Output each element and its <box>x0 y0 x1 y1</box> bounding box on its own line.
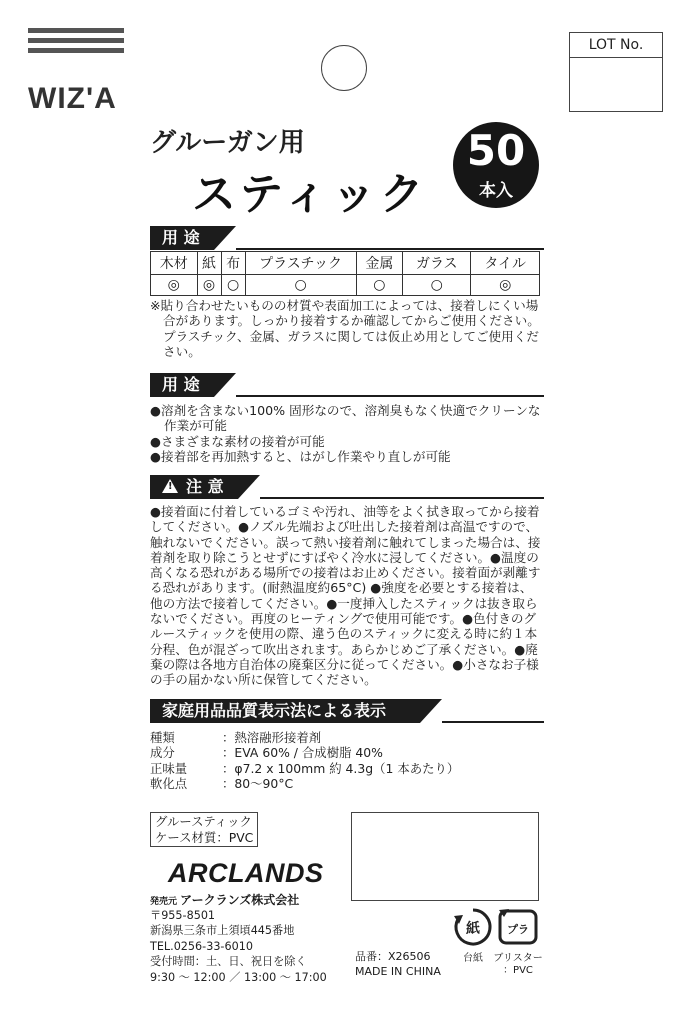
material-header: 布 <box>221 252 245 275</box>
list-item: ●接着部を再加熱すると、はがし作業やり直しが可能 <box>150 448 451 464</box>
section-heading-quality <box>150 699 420 723</box>
case-material-box <box>150 812 258 847</box>
address: 新潟県三条市上須頃445番地 <box>150 924 295 938</box>
hours-label: 受付時間：土、日、祝日を除く <box>150 955 307 969</box>
section-rule <box>442 721 544 723</box>
plastic-label: ブリスター <box>493 953 543 964</box>
list-item: ●溶剤を含まない100% 固形なので、溶剤臭もなく快適でクリーンな作業が可能 <box>150 403 541 434</box>
lot-label: LOT No. <box>570 33 662 58</box>
paper-recycle-label: 台紙 <box>463 953 483 964</box>
section-heading-use <box>150 373 214 397</box>
plastic-recycle-icon <box>497 906 539 948</box>
product-code: 品番：X26506 <box>355 950 431 963</box>
seller-label: 発売元 <box>150 897 178 907</box>
section-rule <box>260 497 544 499</box>
material-header: プラスチック <box>245 252 356 275</box>
spec-value: ：80～90°C <box>222 775 294 791</box>
case-material-line: ケース材質：PVC <box>155 829 254 845</box>
material-mark: ◎ <box>471 275 540 296</box>
section-rule <box>236 248 544 250</box>
material-header: 木材 <box>151 252 198 275</box>
country-of-origin: MADE IN CHINA <box>355 964 441 978</box>
plastic-sub-label: ：PVC <box>503 965 533 976</box>
material-header: 紙 <box>197 252 221 275</box>
spec-key: 種類 <box>150 730 175 745</box>
spec-key: 軟化点 <box>150 775 188 791</box>
product-title-line2: スティック <box>192 169 428 220</box>
section-heading-text: 注 意 <box>186 477 224 496</box>
hours: 9:30 ～ 12:00 ／ 13:00 ～ 17:00 <box>150 970 327 984</box>
spec-row <box>150 745 459 760</box>
product-info <box>355 950 441 979</box>
company-address <box>150 908 327 985</box>
caution-text <box>150 504 544 688</box>
spec-row <box>150 776 459 791</box>
spec-row <box>150 761 459 776</box>
section-heading-text: 用 途 <box>162 375 200 394</box>
quality-spec <box>150 730 459 791</box>
paper-recycle-icon <box>452 906 494 948</box>
brand-logo-bars <box>28 28 124 58</box>
section-rule <box>236 395 544 397</box>
spec-value: ：熱溶融形接着剤 <box>222 730 322 745</box>
use-note-text: ※貼り合わせたいものの材質や表面加工によっては、接着しにくい場合があります。しっかり接着するか確認してからご使用ください。プラスチック、金属、ガラスに関しては仮止め用としてご使用ください。 <box>150 298 540 359</box>
product-title-line1: グルーガン用 <box>150 128 305 158</box>
paper-mark-text: 紙 <box>466 921 480 937</box>
spec-row <box>150 730 459 745</box>
case-material-line: グルースティック <box>155 814 252 829</box>
spec-value: ：φ7.2 x 100mm 約 4.3g（1 本あたり） <box>222 760 460 776</box>
list-item: ●さまざまな素材の接着が可能 <box>150 433 325 449</box>
brand-logo: WIZ'A <box>28 82 117 115</box>
plastic-mark-text: プラ <box>507 923 529 936</box>
count-badge <box>453 122 539 208</box>
phone: TEL.0256-33-6010 <box>150 939 253 953</box>
section-heading-text: 家庭用品品質表示法による表示 <box>162 701 387 720</box>
material-header: タイル <box>471 252 540 275</box>
material-mark: ◎ <box>197 275 221 296</box>
spec-key: 正味量 <box>150 760 188 776</box>
plastic-recycle-label <box>490 953 546 977</box>
material-mark: ○ <box>221 275 245 296</box>
material-mark: ○ <box>356 275 403 296</box>
count-unit: 本入 <box>479 181 513 201</box>
company-logo: ARCLANDS <box>168 858 324 888</box>
section-heading-materials <box>150 226 214 250</box>
material-mark: ◎ <box>151 275 198 296</box>
hang-hole <box>321 45 367 91</box>
use-note <box>150 298 544 359</box>
section-heading-caution <box>150 475 238 499</box>
spec-key: 成分 <box>150 745 175 761</box>
warning-icon: ! <box>162 479 178 493</box>
use-bullets <box>150 403 544 464</box>
material-header: 金属 <box>356 252 403 275</box>
caution-paragraph: ●接着面に付着しているゴミや汚れ、油等をよく拭き取ってから接着してください。●ノズル先端および吐出した接着剤は高温ですので、触れないでください。誤って熱い接着剤に触れてしまった場合は、接着剤を取り除こうとせずにすばやく冷水に浸してください。●温度の高くなる恐れがある場所での接着はお止めください。接着面が剥離する恐れがあります。(耐熱温度約65°C) ●強度を必要とする接着は、他の方法で接着してください。●一度挿入したスティックは抜き取らないでください。再度のヒーティングで使用可能です。●色付きのグルースティックを使用の際、違う色のスティックに変える時に約１本分程、色が混ざって吹出されます。あらかじめご了承ください。●廃棄の際は各地方自治体の廃棄区分に従ってください。●小さなお子様の手の届かない所に保管してください。 <box>150 504 541 688</box>
material-mark: ○ <box>245 275 356 296</box>
lot-box <box>569 32 663 112</box>
blank-label-box <box>351 812 539 901</box>
postal-code: 〒955-8501 <box>150 909 216 922</box>
count-number: 50 <box>466 126 526 175</box>
company-name: アークランズ株式会社 <box>180 893 300 907</box>
section-heading-text: 用 途 <box>162 228 200 247</box>
material-mark: ○ <box>403 275 471 296</box>
material-table <box>150 251 540 296</box>
spec-value: ：EVA 60% / 合成樹脂 40% <box>222 745 383 761</box>
material-header: ガラス <box>403 252 471 275</box>
seller <box>150 891 299 908</box>
